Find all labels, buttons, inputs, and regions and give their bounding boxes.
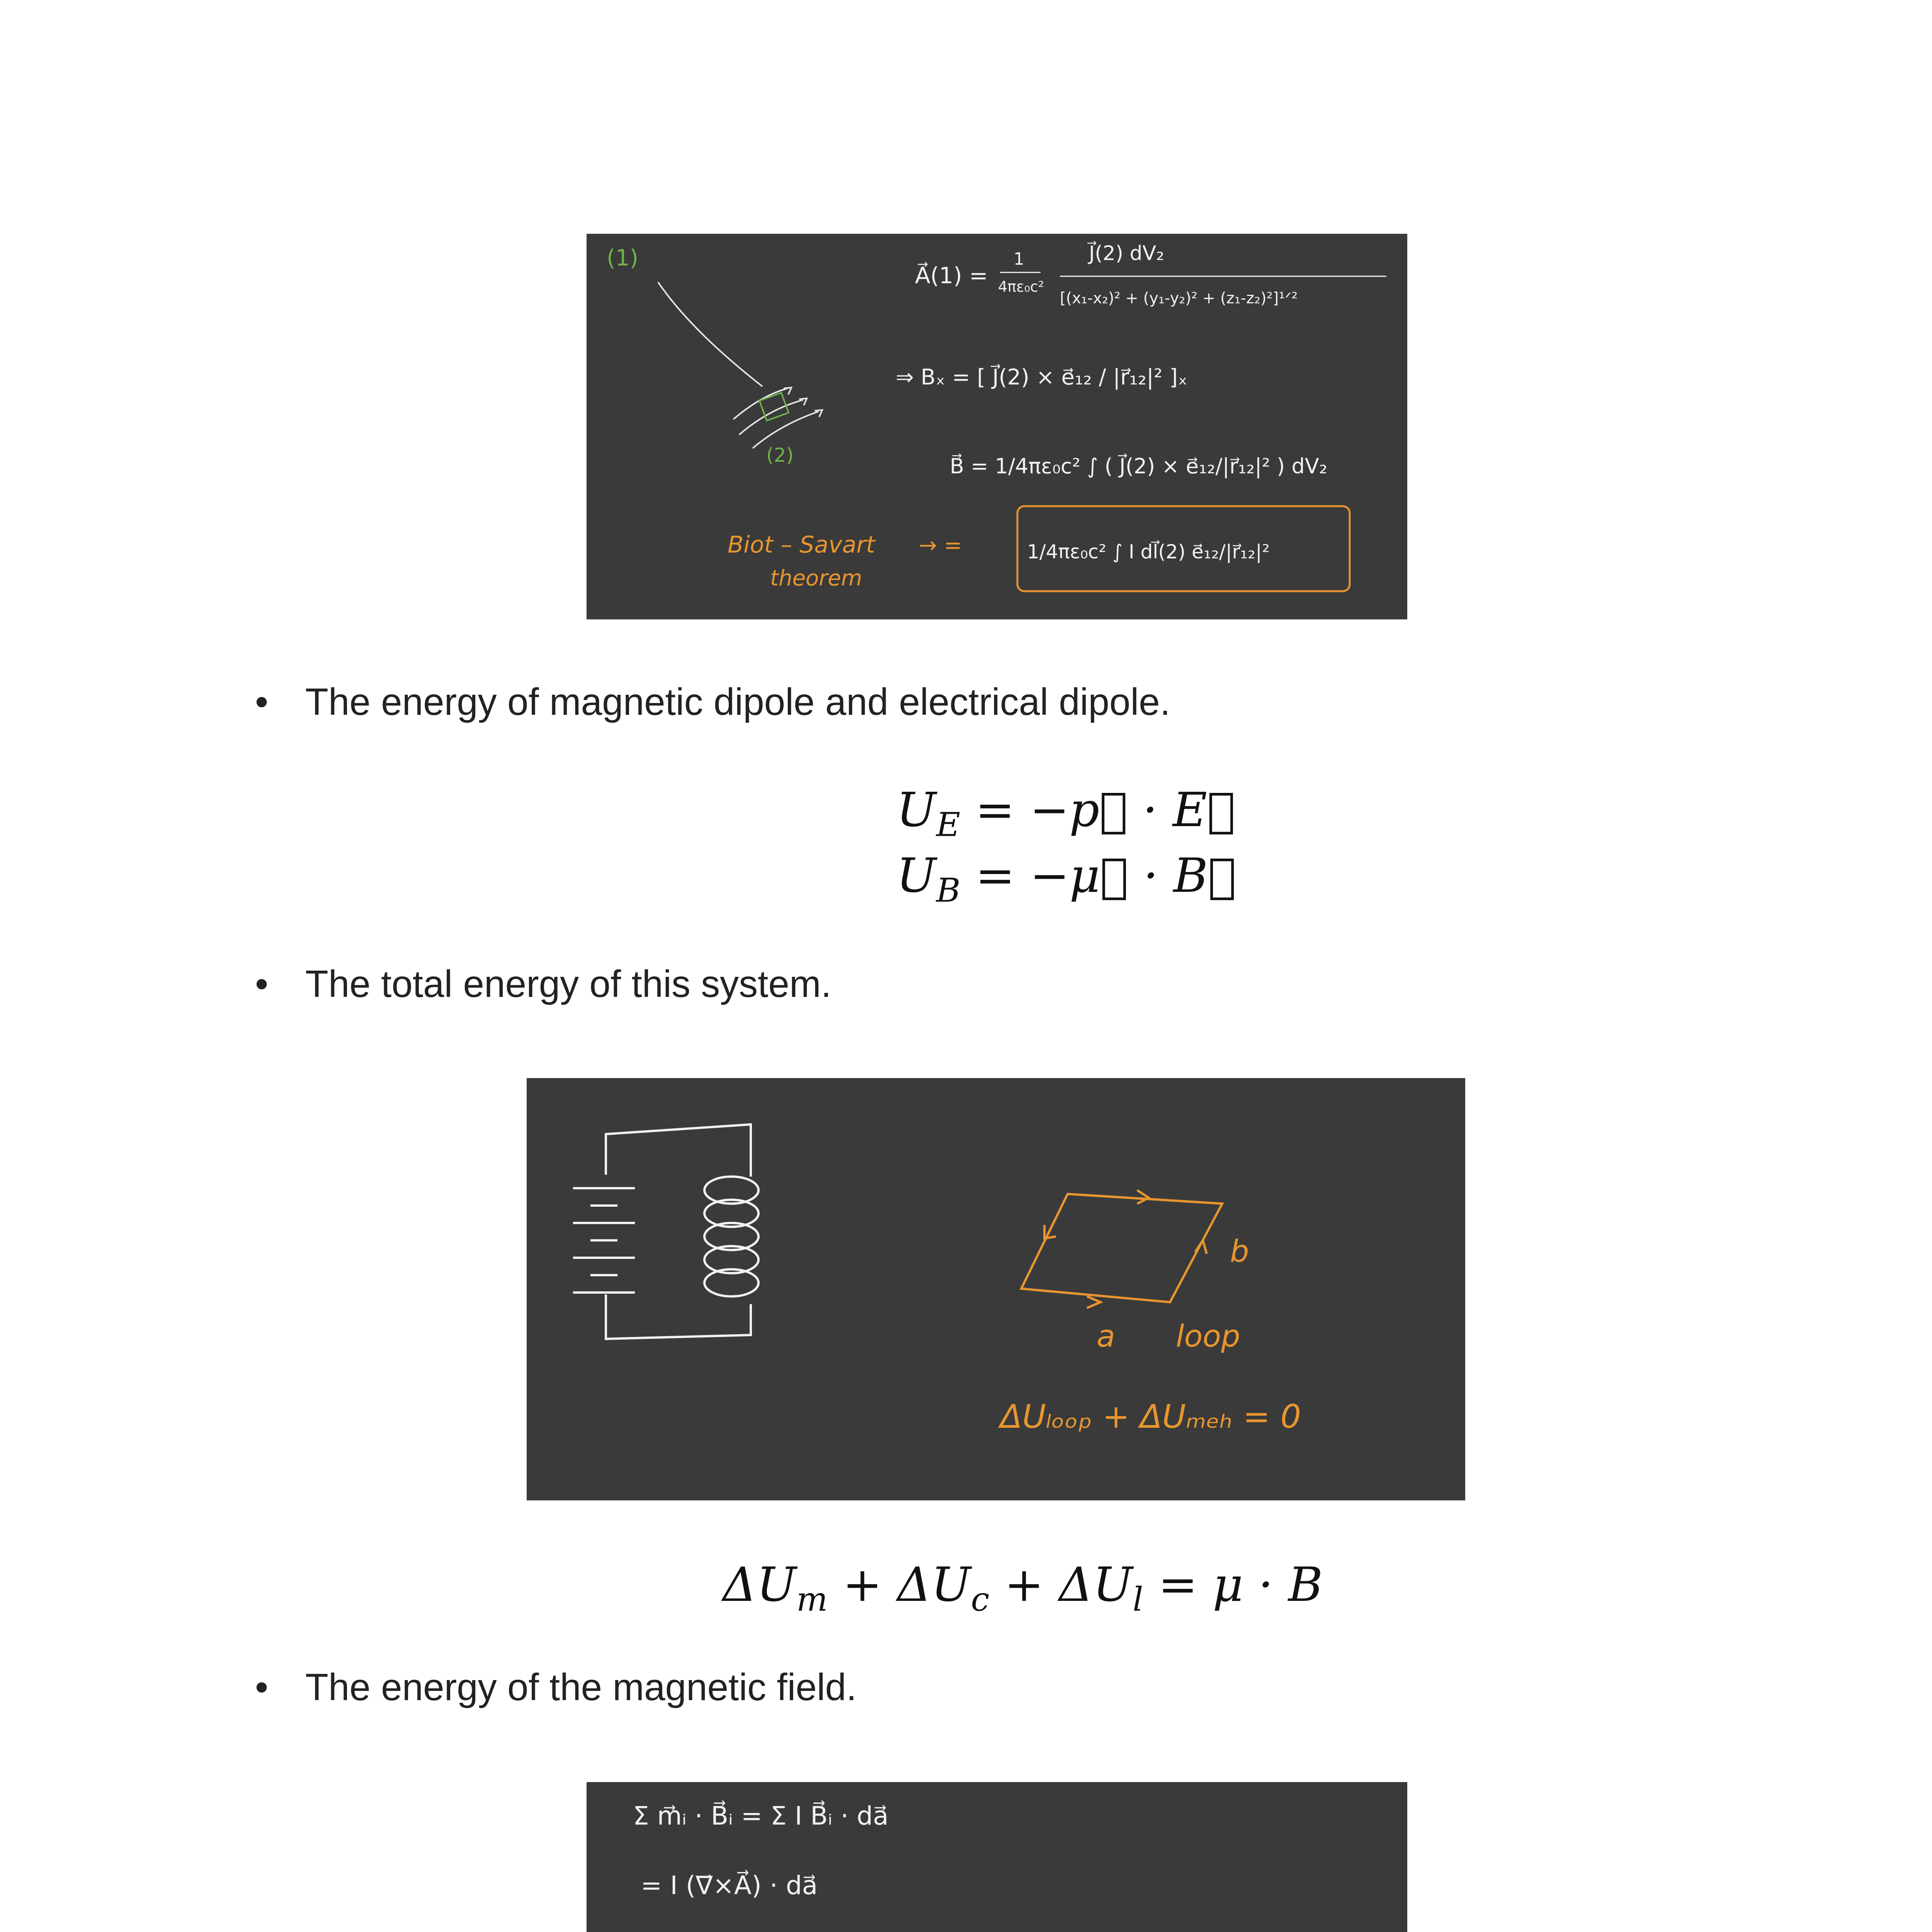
theorem-label: theorem xyxy=(770,566,862,591)
derivation-line-1: Σ m⃗ᵢ · B⃗ᵢ = Σ I B⃗ᵢ · da⃗ xyxy=(633,1801,889,1831)
circuit-wires xyxy=(606,1124,751,1339)
term-2: + ΔU xyxy=(827,1557,971,1612)
a-frac-num: 1 xyxy=(1014,249,1024,269)
biot-savart-label: Biot – Savart xyxy=(728,531,875,558)
field-energy-drawing xyxy=(587,1782,1407,1932)
ub-symbol: U xyxy=(896,848,936,903)
biot-savart-drawing xyxy=(587,234,1407,619)
a-frac-den: 4πε₀c² xyxy=(998,278,1044,295)
label-a: a xyxy=(1097,1319,1115,1354)
term-1-sub: m xyxy=(796,1580,828,1619)
bullet-dot: • xyxy=(255,963,269,1005)
total-energy-equation xyxy=(723,1557,1323,1619)
current-element-drawing xyxy=(733,388,822,448)
ub-subscript: B xyxy=(936,871,961,910)
bullet-field-energy xyxy=(255,1665,857,1709)
label-loop: loop xyxy=(1176,1319,1240,1354)
label-b: b xyxy=(1230,1234,1249,1269)
bx-line: ⇒ Bₓ = [ J⃗(2) × e⃗₁₂ / |r⃗₁₂|² ]ₓ xyxy=(896,365,1187,390)
current-loop xyxy=(1021,1190,1222,1308)
biot-arrow: → = xyxy=(919,533,962,558)
ue-equation xyxy=(896,782,1235,844)
term-rhs: = μ · B xyxy=(1143,1557,1323,1612)
bullet-dipole-energy xyxy=(255,680,1170,724)
coil-icon xyxy=(704,1177,759,1296)
a-definition: A⃗(1) = xyxy=(915,262,988,289)
bullet-dot: • xyxy=(255,680,269,723)
blackboard-biot-savart xyxy=(587,234,1407,619)
term-3-sub: l xyxy=(1133,1580,1143,1619)
point-2-label: (2) xyxy=(766,444,794,466)
bullet-total-energy xyxy=(255,962,832,1006)
battery-icon xyxy=(573,1188,635,1293)
a-integrand-num: J⃗(2) dV₂ xyxy=(1089,242,1164,265)
bullet-dot: • xyxy=(255,1666,269,1708)
blackboard-circuit-loop xyxy=(527,1078,1465,1500)
ue-symbol: U xyxy=(896,782,936,837)
loop-energy-equation: ΔUₗₒₒₚ + ΔUₘₑₕ = 0 xyxy=(1000,1398,1301,1435)
term-3: + ΔU xyxy=(989,1557,1133,1612)
a-integrand-den: [(x₁-x₂)² + (y₁-y₂)² + (z₁-z₂)²]¹ᐟ² xyxy=(1060,289,1298,307)
blackboard-field-energy xyxy=(587,1782,1407,1932)
connector-line xyxy=(658,282,762,386)
circuit-loop-drawing xyxy=(527,1078,1465,1500)
term-1: ΔU xyxy=(723,1557,796,1612)
bullet-text: The total energy of this system. xyxy=(305,963,832,1005)
point-1-label: (1) xyxy=(607,245,639,271)
bullet-text: The energy of magnetic dipole and electrical dipole. xyxy=(305,680,1171,723)
ub-equation xyxy=(896,848,1236,910)
term-2-sub: c xyxy=(971,1580,990,1619)
b-line: B⃗ = 1/4πε₀c² ∫ ( J⃗(2) × e⃗₁₂/|r⃗₁₂|² ) dV₂ xyxy=(950,454,1328,478)
bullet-text: The energy of the magnetic field. xyxy=(305,1666,857,1708)
ub-rhs: = −μ⃗ · B⃗ xyxy=(960,848,1236,903)
biot-formula: 1/4πε₀c² ∫ I dl⃗(2) e⃗₁₂/|r⃗₁₂|² xyxy=(1027,541,1270,563)
derivation-line-2: = I (∇⃗×A⃗) · da⃗ xyxy=(641,1871,818,1900)
ue-rhs: = −p⃗ · E⃗ xyxy=(960,782,1236,837)
ue-subscript: E xyxy=(936,806,961,844)
